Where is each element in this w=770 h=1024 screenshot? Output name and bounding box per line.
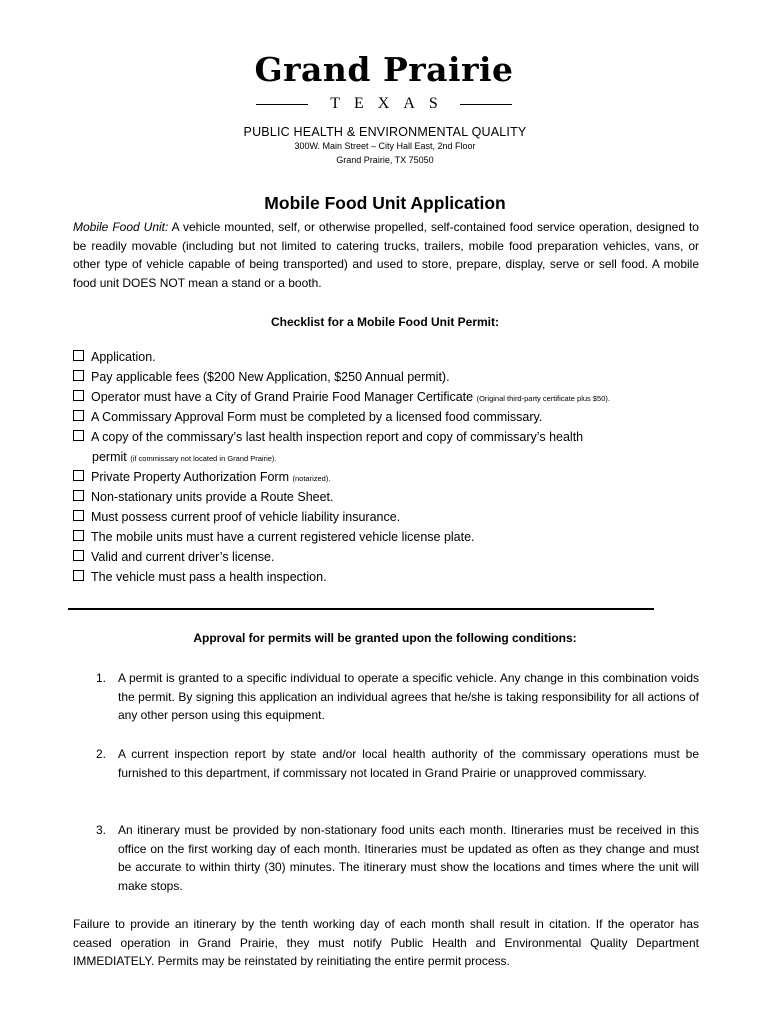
condition-number: 3. [96,823,107,837]
checklist-item [73,570,327,584]
checkbox[interactable] [73,350,84,361]
continuation-text: permit [92,450,131,464]
approval-title: Approval for permits will be granted upon the following conditions: [193,631,577,645]
logo-rule-right [460,104,512,105]
condition-text: A permit is granted to a specific individual to operate a specific vehicle. Any change in this combination voids the permit. By signing this application an individual agrees that he/she is taking responsibility for all actions of any other person using this equipment. [118,671,699,723]
checkbox[interactable] [73,470,84,481]
checklist-item [73,430,583,444]
checklist-item [73,370,450,384]
condition-text: An itinerary must be provided by non-stationary food units each month. Itineraries must be received in this office on the first working day of each month. Itineraries must be updated as often as they change and must be accurate to within thirty (30) minutes. The itinerary must show the locations and times where the unit will make stops. [118,823,699,893]
checklist-item [73,410,542,424]
checkbox[interactable] [73,490,84,501]
checklist-item [73,350,156,364]
checklist-item-text: Pay applicable fees ($200 New Application, $250 Annual permit). [91,370,450,384]
condition-number: 2. [96,747,107,761]
condition-text: A current inspection report by state and/or local health authority of the commissary operations must be furnished to this department, if commissary not located in Grand Prairie or unapproved commissary. [118,747,699,780]
checkbox[interactable] [73,570,84,581]
checklist-item-text: Private Property Authorization Form [91,470,293,484]
address-line-1: 300W. Main Street – City Hall East, 2nd Floor [294,141,476,151]
checkbox[interactable] [73,430,84,441]
checkbox[interactable] [73,390,84,401]
checklist-item-text: Application. [91,350,156,364]
logo-subline [248,95,520,113]
logo-wordmark: Grand Prairie [254,50,514,89]
checkbox[interactable] [73,410,84,421]
checklist-item-text: A Commissary Approval Form must be completed by a licensed food commissary. [91,410,543,424]
checklist-item-text: The vehicle must pass a health inspection. [91,570,327,584]
checklist-item [73,390,610,404]
checkbox[interactable] [73,530,84,541]
section-divider [68,608,654,610]
checklist-item-note: (notarized). [292,474,331,483]
continuation-note: (if commissary not located in Grand Prairie). [130,454,277,463]
logo-rule-left [256,104,308,105]
checkbox[interactable] [73,510,84,521]
condition-item [96,669,699,725]
checkbox[interactable] [73,550,84,561]
checklist-item-text: Non-stationary units provide a Route Sheet. [91,490,334,504]
page-title: Mobile Food Unit Application [264,193,506,213]
checklist-item-text: Operator must have a City of Grand Prairie Food Manager Certificate [91,390,477,404]
intro-paragraph [73,218,699,292]
intro-term: Mobile Food Unit: [73,220,169,234]
department-name: PUBLIC HEALTH & ENVIRONMENTAL QUALITY [243,125,527,139]
checklist-item [73,470,330,484]
intro-text: A vehicle mounted, self, or otherwise propelled, self-contained food service operation, designed to be readily movable (including but not limited to catering trucks, trailers, mobile food preparation vehicles, vans, or other type of vehicle capable of being transported) and used to store, prepare, display, serve or sell food. A mobile food unit DOES NOT mean a stand or a booth. [73,220,699,290]
checklist-item-text: Must possess current proof of vehicle liability insurance. [91,510,401,524]
condition-number: 1. [96,671,107,685]
checklist-item-continuation [92,450,277,464]
checklist-item [73,550,274,564]
checklist-item [73,490,334,504]
footer-paragraph: Failure to provide an itinerary by the tenth working day of each month shall result in citation. If the operator has ceased operation in Grand Prairie, they must notify Public Health and Environmental Quality Department IMMEDIATELY. Permits may be reinstated by reinitiating the entire permit process. [73,917,699,969]
checklist-item-text: Valid and current driver’s license. [91,550,275,564]
address-line-2: Grand Prairie, TX 75050 [336,155,434,165]
condition-item [96,745,699,782]
checklist-item-note: (Original third-party certificate plus $50). [476,394,610,403]
checklist-item [73,510,400,524]
checkbox[interactable] [73,370,84,381]
checklist-title: Checklist for a Mobile Food Unit Permit: [270,315,500,329]
checklist-item [73,530,475,544]
condition-item [96,821,699,895]
checklist-item-text: The mobile units must have a current registered vehicle license plate. [91,530,475,544]
grand-prairie-logo [248,50,520,116]
checklist-item-text: A copy of the commissary’s last health inspection report and copy of commissary’s health [91,430,584,444]
logo-subline-text: TEXAS [330,95,452,112]
